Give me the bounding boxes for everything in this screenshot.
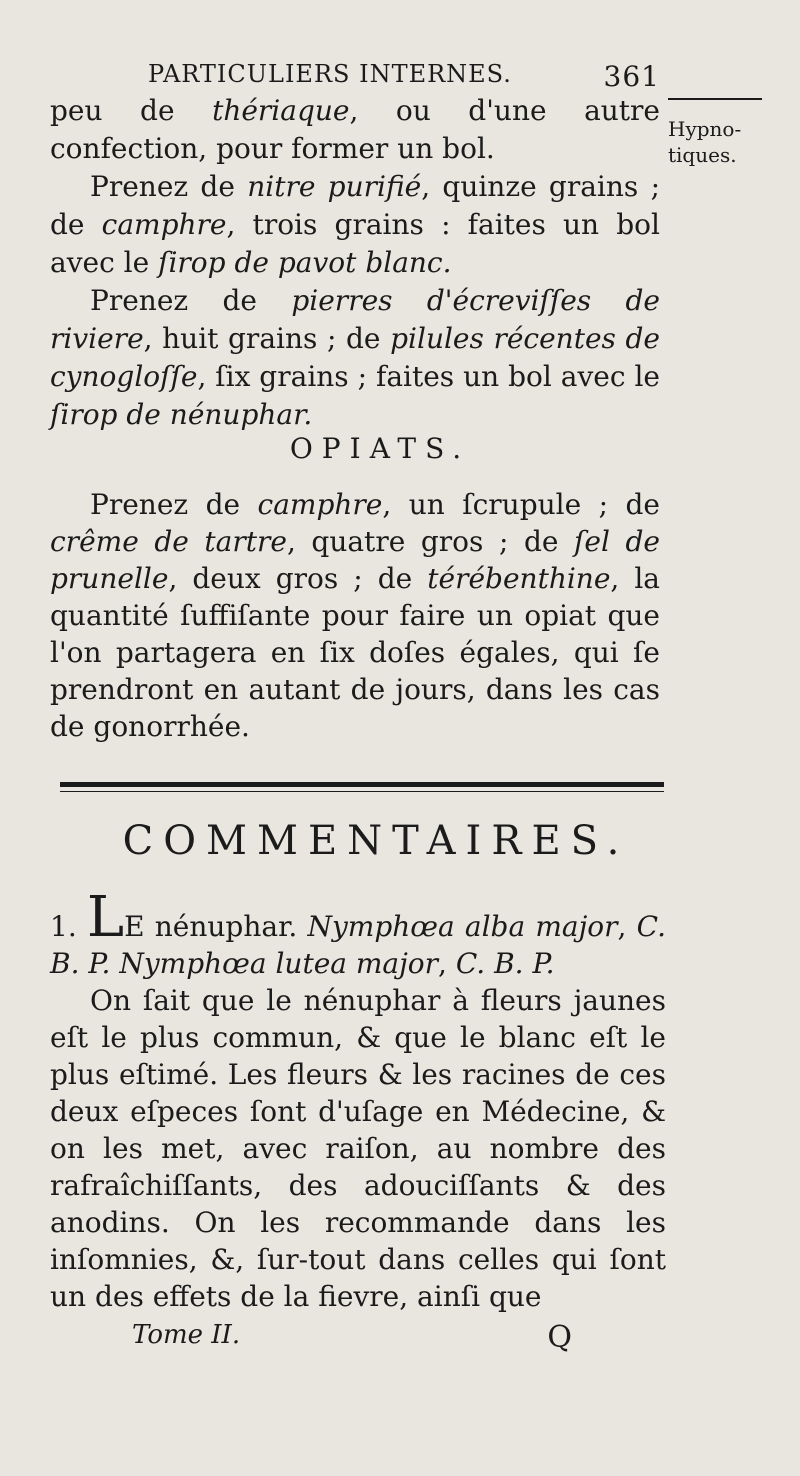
margin-note: Hypno-tiques. <box>668 117 742 167</box>
prescription-text <box>50 92 660 434</box>
italic-run: ſel de prunelle <box>50 525 660 595</box>
drop-cap: L <box>86 885 125 950</box>
commentaires-title: COMMENTAIRES. <box>122 818 630 864</box>
text-run: , deux gros ; de <box>168 562 428 595</box>
text-run: peu de <box>50 94 213 127</box>
margin-rule <box>668 98 762 100</box>
paragraph-3 <box>50 282 660 434</box>
page-number: 361 <box>603 60 660 93</box>
text-run: Prenez de <box>90 488 258 521</box>
text-run: , ſix grains ; faites un bol avec le <box>197 360 660 393</box>
page-footer <box>132 1320 572 1360</box>
text-run: , <box>617 910 637 943</box>
text-run: , trois grains : faites un bol avec le <box>50 208 660 279</box>
commentaire-heading <box>50 885 666 982</box>
item-number: 1. <box>50 910 77 943</box>
text-run: , quatre gros ; de <box>286 525 575 558</box>
text-run: , huit grains ; de <box>143 322 391 355</box>
text-run: Prenez de <box>90 170 248 203</box>
text-run: , la quantité ſuffiſante pour faire un opiat que l'on partagera en ſix doſes égales, qui ſe prendront en autant de jours, dans les cas de gonorrhée. <box>50 562 660 743</box>
text-run: , ou d'une autre confection, pour former un bol. <box>50 94 661 165</box>
italic-run: ſirop de pavot blanc. <box>158 246 452 279</box>
paragraph-2 <box>50 168 660 282</box>
text-run: Prenez de <box>90 284 292 317</box>
commentaire-paragraph: On ſait que le nénuphar à fleurs jaunes eſt le plus commun, & que le blanc eſt le plus eſtimé. Les fleurs & les racines de ces deux eſpeces ſont d'uſage en Médecine, & on les met, avec raiſon, au nombre des rafraîchiſſants, des adouciſſants & des anodins. On les recommande dans les inſomnies, &, ſur-tout dans celles qui ſont un des effets de la fievre, ainſi que <box>50 984 666 1313</box>
volume-label: Tome II. <box>132 1320 241 1350</box>
italic-run: ſirop de nénuphar. <box>50 398 313 431</box>
italic-run: Nymphœa alba major <box>307 910 618 943</box>
italic-run: C. B. P. Nymphœa lutea major <box>50 910 666 980</box>
italic-run: camphre <box>257 488 383 521</box>
italic-run: nitre purifié <box>247 170 422 203</box>
opiats-text <box>50 486 660 745</box>
text-run: E nénuphar. <box>124 910 308 943</box>
italic-run: crême de tartre <box>50 525 287 558</box>
section-divider-thick <box>60 782 664 787</box>
italic-run: thériaque <box>212 94 350 127</box>
italic-run: camphre <box>101 208 227 241</box>
paragraph-1 <box>50 92 660 168</box>
italic-run: C. B. P. <box>455 947 555 980</box>
italic-run: térébenthine <box>427 562 611 595</box>
italic-run: pierres d'écreviſſes de riviere <box>50 284 660 355</box>
text-run: , un ſcrupule ; de <box>382 488 660 521</box>
text-run: , <box>438 947 456 980</box>
running-title: PARTICULIERS INTERNES. <box>148 60 512 88</box>
section-divider-thin <box>60 791 664 792</box>
text-run: , quinze grains ; de <box>50 170 660 241</box>
italic-run: pilules récentes de cynogloſſe <box>50 322 660 393</box>
commentaires-text <box>50 885 666 1315</box>
opiats-paragraph <box>50 486 660 745</box>
section-title-opiats: OPIATS. <box>289 432 471 465</box>
signature-mark: Q <box>547 1320 572 1355</box>
